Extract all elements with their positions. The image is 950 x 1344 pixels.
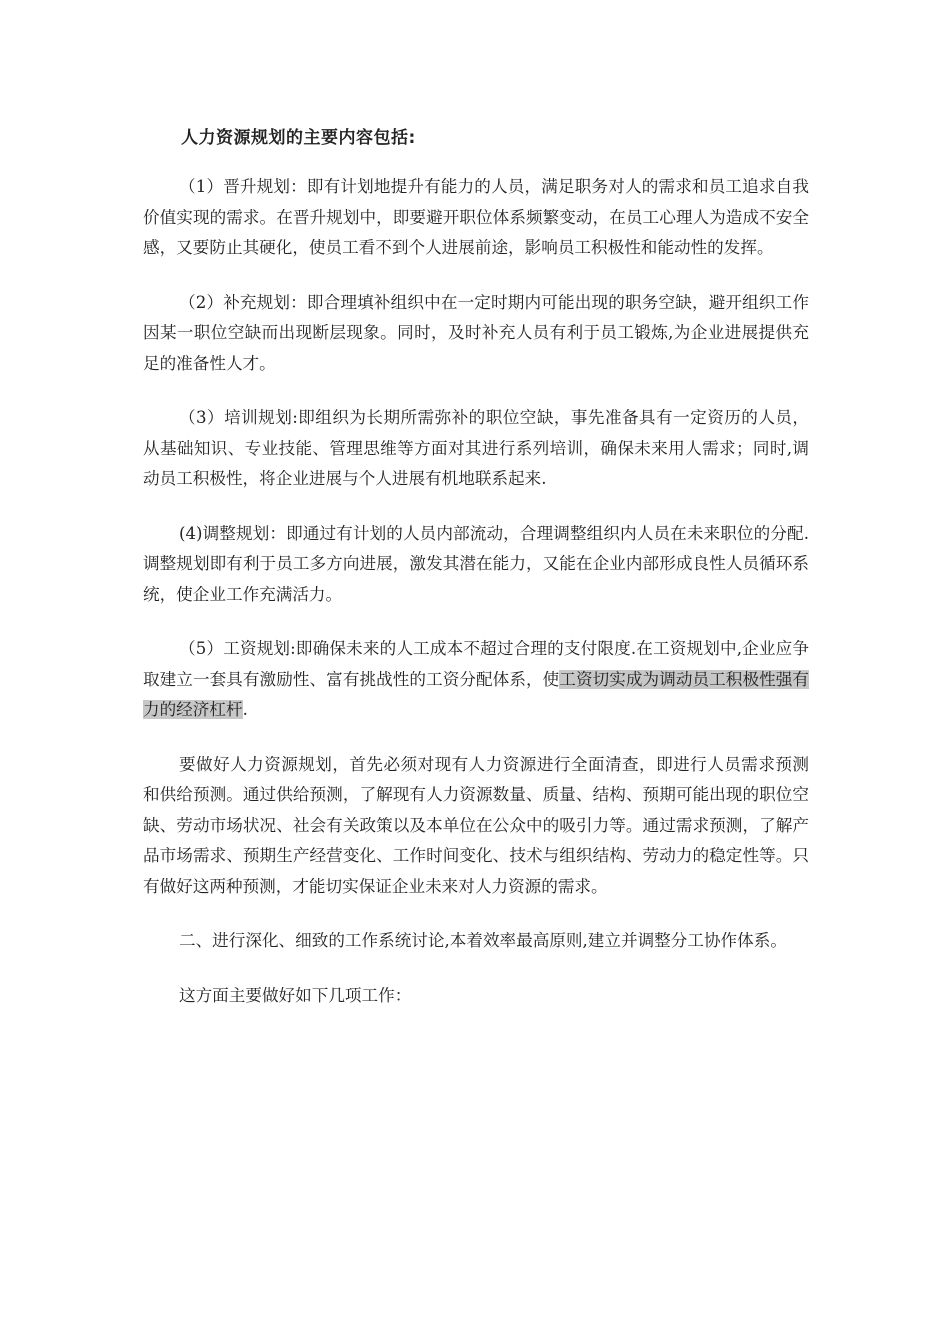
paragraph-promotion-plan: （1）晋升规划：即有计划地提升有能力的人员，满足职务对人的需求和员工追求自我价值实现的需求。在晋升规划中，即要避开职位体系频繁变动，在员工心理人为造成不安全感，又要防止其硬化，使员工看不到个人进展前途，影响员工积极性和能动性的发挥。	[143, 177, 809, 257]
section-heading: 人力资源规划的主要内容包括:	[181, 128, 416, 148]
paragraph-forecast: 要做好人力资源规划，首先必须对现有人力资源进行全面清查，即进行人员需求预测和供给预测。通过供给预测，了解现有人力资源数量、质量、结构、预期可能出现的职位空缺、劳动市场状况、社会有关政策以及本单位在公众中的吸引力等。通过需求预测，了解产品市场需求、预期生产经营变化、工作时间变化、技术与组织结构、劳动力的稳定性等。只有做好这两种预测，才能切实保证企业未来对人力资源的需求。	[143, 754, 809, 896]
paragraph-adjustment-plan: (4)调整规划：即通过有计划的人员内部流动，合理调整组织内人员在未来职位的分配.调整规划即有利于员工多方向进展，激发其潜在能力，又能在企业内部形成良性人员循环系统，使企业工作充满活力。	[143, 523, 809, 604]
salary-plan-end: .	[242, 700, 248, 719]
paragraph-training-plan: （3）培训规划:即组织为长期所需弥补的职位空缺，事先准备具有一定资历的人员，从基础知识、专业技能、管理思维等方面对其进行系列培训，确保未来用人需求；同时,调动员工积极性，将企业进展与个人进展有机地联系起来.	[143, 408, 809, 488]
highlighted-text: 工资切实成为调动员工积极性强有力的经济杠杆	[143, 669, 810, 719]
salary-plan-text: （5）工资规划:即确保未来的人工成本不超过合理的支付限度.在工资规划中,企业应争取建立一套具有激励性、富有挑战性的工资分配体系，使	[143, 639, 809, 689]
paragraph-salary-plan	[143, 634, 809, 726]
paragraph-tasks-intro: 这方面主要做好如下几项工作：	[179, 985, 412, 1005]
document-page	[143, 124, 809, 1035]
paragraph-supplement-plan: （2）补充规划：即合理填补组织中在一定时期内可能出现的职务空缺，避开组织工作因某一职位空缺而出现断层现象。同时，及时补充人员有利于员工锻炼,为企业进展提供充足的准备性人才。	[143, 292, 809, 373]
paragraph-section-two: 二、进行深化、细致的工作系统讨论,本着效率最高原则,建立并调整分工协作体系。	[179, 931, 787, 950]
